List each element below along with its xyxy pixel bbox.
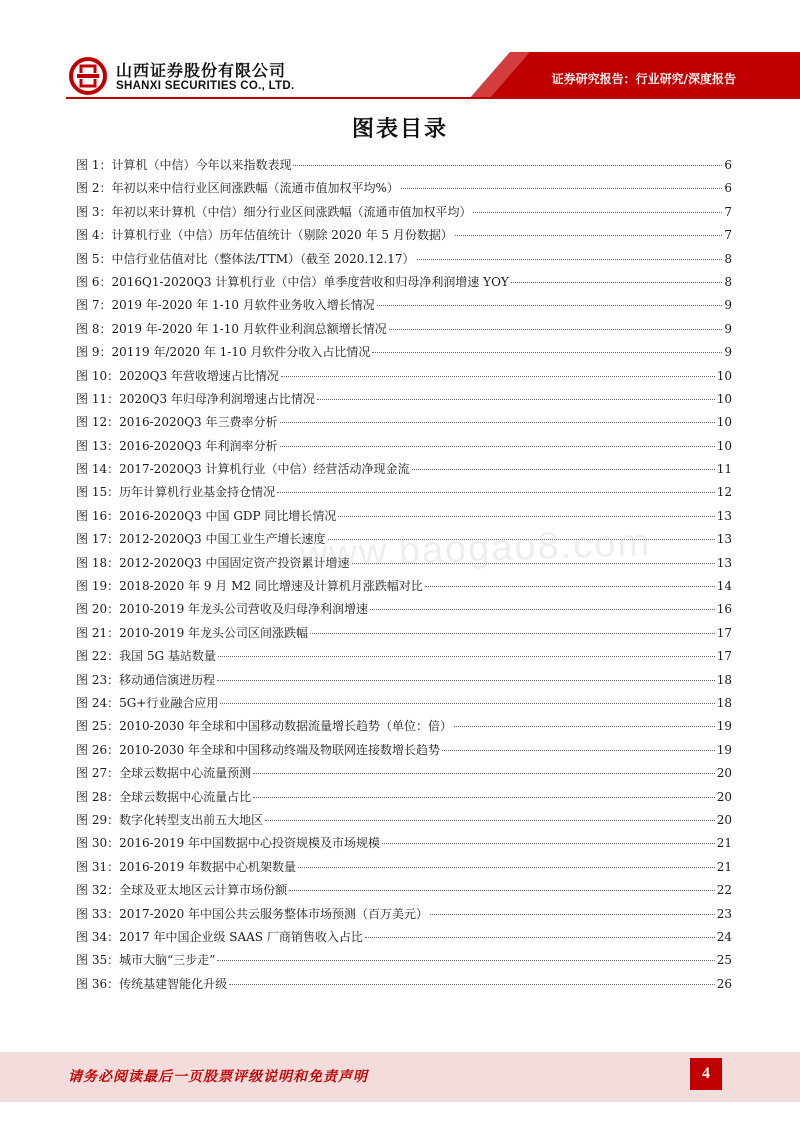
- toc-entry[interactable]: [76, 786, 732, 809]
- toc-dot-leader: [310, 633, 715, 634]
- toc-entry-label: 图 14：2017-2020Q3 计算机行业（中信）经营活动净现金流: [76, 462, 410, 477]
- toc-entry[interactable]: [76, 645, 732, 668]
- company-logo-icon: [68, 56, 108, 96]
- toc-entry-label: 图 27：全球云数据中心流量预测: [76, 766, 252, 781]
- toc-entry[interactable]: [76, 575, 732, 598]
- figure-toc-list: [76, 154, 732, 996]
- toc-entry[interactable]: [76, 365, 732, 388]
- toc-entry-page: 20: [716, 789, 732, 804]
- toc-entry-page: 19: [716, 719, 732, 734]
- toc-entry-label: 图 23：移动通信演进历程: [76, 672, 216, 687]
- toc-entry[interactable]: [76, 154, 732, 177]
- toc-entry-label: 图 26：2010-2030 年全球和中国移动终端及物联网连接数增长趋势: [76, 742, 441, 757]
- toc-entry[interactable]: [76, 318, 732, 341]
- toc-entry-page: 19: [716, 742, 732, 757]
- toc-dot-leader: [289, 890, 715, 891]
- toc-entry-label: 图 13：2016-2020Q3 年利润率分析: [76, 438, 278, 453]
- toc-entry-page: 18: [716, 672, 732, 687]
- toc-entry[interactable]: [76, 177, 732, 200]
- page-number: 4: [690, 1058, 722, 1090]
- toc-entry-label: 图 34：2017 年中国企业级 SAAS 厂商销售收入占比: [76, 929, 363, 944]
- toc-dot-leader: [382, 843, 715, 844]
- toc-entry[interactable]: [76, 715, 732, 738]
- toc-entry-page: 6: [724, 181, 732, 196]
- toc-entry-page: 9: [724, 321, 732, 336]
- toc-entry-label: 图 2：年初以来中信行业区间涨跌幅（流通市值加权平均%）: [76, 181, 399, 196]
- toc-entry-page: 20: [716, 766, 732, 781]
- toc-dot-leader: [454, 726, 715, 727]
- toc-entry-label: 图 3：年初以来计算机（中信）细分行业区间涨跌幅（流通市值加权平均）: [76, 204, 472, 219]
- toc-dot-leader: [218, 656, 715, 657]
- toc-entry-page: 25: [716, 953, 732, 968]
- toc-entry-page: 24: [716, 929, 732, 944]
- toc-entry[interactable]: [76, 224, 732, 247]
- toc-entry-page: 16: [716, 602, 732, 617]
- toc-entry-label: 图 33：2017-2020 年中国公共云服务整体市场预测（百万美元）: [76, 906, 429, 921]
- toc-entry[interactable]: [76, 271, 732, 294]
- toc-dot-leader: [511, 282, 723, 283]
- toc-entry-label: 图 30：2016-2019 年中国数据中心投资规模及市场规模: [76, 836, 381, 851]
- report-type-label: 证券研究报告：行业研究/深度报告: [551, 72, 736, 86]
- toc-entry-page: 10: [716, 368, 732, 383]
- toc-entry-page: 20: [716, 812, 732, 827]
- toc-entry-page: 13: [716, 532, 732, 547]
- toc-entry[interactable]: [76, 411, 732, 434]
- toc-entry-label: 图 28：全球云数据中心流量占比: [76, 789, 252, 804]
- toc-entry-label: 图 22：我国 5G 基站数量: [76, 649, 216, 664]
- toc-entry-page: 26: [716, 976, 732, 991]
- company-name-en: SHANXI SECURITIES CO., LTD.: [116, 80, 295, 92]
- toc-entry-page: 8: [724, 274, 732, 289]
- toc-dot-leader: [217, 680, 715, 681]
- toc-dot-leader: [220, 703, 714, 704]
- toc-dot-leader: [370, 609, 715, 610]
- toc-dot-leader: [372, 352, 722, 353]
- page-header: [0, 0, 800, 98]
- toc-entry[interactable]: [76, 458, 732, 481]
- toc-entry-page: 7: [724, 204, 732, 219]
- toc-dot-leader: [442, 750, 715, 751]
- toc-entry-label: 图 18：2012-2020Q3 中国固定资产投资累计增速: [76, 555, 350, 570]
- toc-entry-page: 11: [716, 462, 732, 477]
- toc-entry-label: 图 35：城市大脑“三步走”: [76, 953, 216, 968]
- watermark: www.baogao8.com: [299, 521, 652, 577]
- toc-dot-leader: [425, 586, 715, 587]
- toc-entry[interactable]: [76, 692, 732, 715]
- toc-entry[interactable]: [76, 341, 732, 364]
- toc-entry-label: 图 11：2020Q3 年归母净利润增速占比情况: [76, 391, 315, 406]
- toc-entry-label: 图 8：2019 年-2020 年 1-10 月软件业利润总额增长情况: [76, 321, 387, 336]
- toc-dot-leader: [298, 867, 715, 868]
- toc-entry-label: 图 12：2016-2020Q3 年三费率分析: [76, 415, 278, 430]
- toc-entry-label: 图 31：2016-2019 年数据中心机架数量: [76, 859, 297, 874]
- toc-entry-page: 21: [716, 859, 732, 874]
- toc-entry-page: 12: [716, 485, 732, 500]
- toc-dot-leader: [455, 235, 722, 236]
- toc-entry-label: 图 6：2016Q1-2020Q3 计算机行业（中信）单季度营收和归母净利润增速 YOY: [76, 274, 509, 289]
- toc-entry[interactable]: [76, 622, 732, 645]
- toc-entry-page: 17: [716, 625, 732, 640]
- toc-dot-leader: [229, 984, 715, 985]
- toc-entry-label: 图 7：2019 年-2020 年 1-10 月软件业务收入增长情况: [76, 298, 375, 313]
- toc-entry-page: 13: [716, 555, 732, 570]
- toc-entry[interactable]: [76, 809, 732, 832]
- toc-entry[interactable]: [76, 879, 732, 902]
- toc-entry-page: 23: [716, 906, 732, 921]
- toc-entry-label: 图 19：2018-2020 年 9 月 M2 同比增速及计算机月涨跌幅对比: [76, 579, 423, 594]
- toc-entry-page: 7: [724, 228, 732, 243]
- toc-dot-leader: [265, 820, 715, 821]
- toc-entry[interactable]: [76, 435, 732, 458]
- toc-entry[interactable]: [76, 669, 732, 692]
- toc-entry-page: 10: [716, 438, 732, 453]
- toc-entry-page: 13: [716, 508, 732, 523]
- toc-entry-label: 图 21：2010-2019 年龙头公司区间涨跌幅: [76, 625, 309, 640]
- toc-dot-leader: [365, 937, 715, 938]
- toc-dot-leader: [338, 516, 714, 517]
- toc-dot-leader: [280, 446, 715, 447]
- toc-entry-label: 图 1：计算机（中信）今年以来指数表现: [76, 158, 292, 172]
- toc-entry-page: 10: [716, 415, 732, 430]
- toc-dot-leader: [430, 914, 715, 915]
- toc-dot-leader: [277, 492, 715, 493]
- toc-entry[interactable]: [76, 926, 732, 949]
- toc-entry-page: 21: [716, 836, 732, 851]
- company-name-cn: 山西证券股份有限公司: [116, 61, 287, 80]
- toc-entry-label: 图 9：20119 年/2020 年 1-10 月软件分收入占比情况: [76, 345, 371, 360]
- toc-entry[interactable]: [76, 973, 732, 996]
- toc-entry-label: 图 24：5G+行业融合应用: [76, 695, 219, 710]
- toc-entry[interactable]: [76, 388, 732, 411]
- toc-entry-label: 图 5：中信行业估值对比（整体法/TTM）（截至 2020.12.17）: [76, 251, 415, 266]
- toc-entry-page: 22: [716, 883, 732, 898]
- toc-entry-page: 14: [716, 579, 732, 594]
- toc-dot-leader: [317, 399, 715, 400]
- toc-entry-page: 9: [724, 345, 732, 360]
- toc-dot-leader: [401, 188, 723, 189]
- toc-entry-label: 图 16：2016-2020Q3 中国 GDP 同比增长情况: [76, 508, 337, 523]
- toc-dot-leader: [281, 376, 715, 377]
- toc-entry-page: 8: [724, 251, 732, 266]
- toc-entry[interactable]: [76, 903, 732, 926]
- toc-dot-leader: [377, 305, 723, 306]
- toc-entry-label: 图 36：传统基建智能化升级: [76, 976, 228, 991]
- header-divider: [66, 97, 800, 99]
- footer-disclaimer: 请务必阅读最后一页股票评级说明和免责声明: [68, 1069, 368, 1085]
- toc-entry-label: 图 32：全球及亚太地区云计算市场份额: [76, 883, 288, 898]
- toc-entry-page: 6: [724, 158, 732, 172]
- toc-entry[interactable]: [76, 949, 732, 972]
- toc-entry[interactable]: [76, 739, 732, 762]
- toc-entry[interactable]: [76, 481, 732, 504]
- toc-dot-leader: [253, 773, 715, 774]
- toc-dot-leader: [293, 165, 722, 166]
- toc-entry-label: 图 4：计算机行业（中信）历年估值统计（剔除 2020 年 5 月份数据）: [76, 228, 453, 243]
- toc-dot-leader: [417, 259, 723, 260]
- toc-entry-page: 10: [716, 391, 732, 406]
- toc-entry-label: 图 15：历年计算机行业基金持仓情况: [76, 485, 276, 500]
- toc-entry-label: 图 10：2020Q3 年营收增速占比情况: [76, 368, 279, 383]
- toc-entry[interactable]: [76, 856, 732, 879]
- toc-entry[interactable]: [76, 598, 732, 621]
- toc-entry-label: 图 25：2010-2030 年全球和中国移动数据流量增长趋势（单位：倍）: [76, 719, 453, 734]
- toc-dot-leader: [217, 960, 714, 961]
- toc-dot-leader: [473, 212, 722, 213]
- toc-dot-leader: [253, 797, 715, 798]
- toc-entry-label: 图 17：2012-2020Q3 中国工业生产增长速度: [76, 532, 326, 547]
- toc-entry-page: 17: [716, 649, 732, 664]
- toc-entry[interactable]: [76, 248, 732, 271]
- toc-entry[interactable]: [76, 832, 732, 855]
- toc-entry-label: 图 29：数字化转型支出前五大地区: [76, 812, 264, 827]
- toc-entry[interactable]: [76, 294, 732, 317]
- toc-dot-leader: [280, 422, 715, 423]
- toc-entry-page: 9: [724, 298, 732, 313]
- toc-dot-leader: [389, 329, 723, 330]
- toc-entry[interactable]: [76, 762, 732, 785]
- toc-entry-page: 18: [716, 695, 732, 710]
- page-title: 图表目录: [351, 117, 448, 142]
- toc-dot-leader: [412, 469, 715, 470]
- toc-entry-label: 图 20：2010-2019 年龙头公司营收及归母净利润增速: [76, 602, 369, 617]
- toc-entry[interactable]: [76, 201, 732, 224]
